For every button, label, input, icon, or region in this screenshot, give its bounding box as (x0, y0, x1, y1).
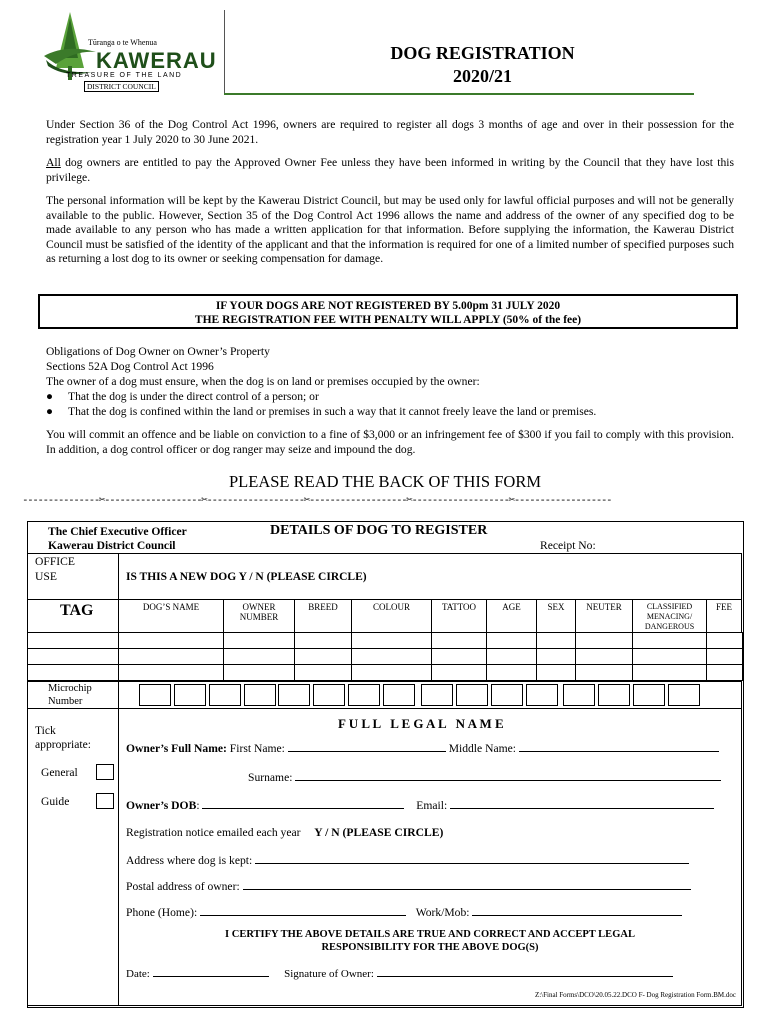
col-owner-number: OWNER NUMBER (223, 599, 295, 633)
signature-field[interactable] (377, 965, 673, 977)
header-divider (224, 10, 225, 94)
address-kept-label: Address where dog is kept: (126, 854, 253, 867)
guide-label: Guide (41, 795, 70, 808)
col-tattoo: TATTOO (431, 599, 487, 633)
logo-sub: DISTRICT COUNCIL (84, 81, 159, 92)
microchip-digit-box[interactable] (209, 684, 241, 706)
owners-full-name-label: Owner’s Full Name: (126, 742, 227, 755)
dog-table-cell[interactable] (486, 664, 537, 681)
dog-table-cell[interactable] (351, 632, 432, 649)
dog-table-cell[interactable] (575, 632, 633, 649)
dog-table-cell[interactable] (706, 664, 743, 681)
dog-table-cell[interactable] (118, 664, 224, 681)
col-neuter: NEUTER (575, 599, 633, 633)
dog-table-cell[interactable] (351, 664, 432, 681)
microchip-digit-box[interactable] (668, 684, 700, 706)
postal-address-label: Postal address of owner: (126, 880, 240, 893)
email-notice-row (126, 826, 443, 839)
col-breed: BREED (294, 599, 352, 633)
intro-paragraph: Under Section 36 of the Dog Control Act 1996, owners are required to register all dogs 3 months of age and over in their possession for the registration year 1 July 2020 to 30 June 2021. (46, 118, 734, 146)
microchip-digit-box[interactable] (244, 684, 276, 706)
phone-home-label: Phone (Home): (126, 906, 198, 919)
addressee-line-2: Kawerau District Council (48, 539, 176, 552)
dog-table-cell[interactable] (632, 632, 707, 649)
dog-table-cell[interactable] (536, 664, 576, 681)
email-notice-yn[interactable]: Y / N (PLEASE CIRCLE) (314, 826, 444, 839)
owner-fee-text: dog owners are entitled to pay the Approved Owner Fee unless they have been informed in writing by the Council that they have lost this privilege. (46, 156, 734, 184)
dob-email-row: Owner’s DOB: Email: (126, 797, 714, 812)
address-kept-row (126, 852, 689, 867)
signature-label: Signature of Owner: (284, 968, 374, 980)
first-name-field[interactable] (288, 740, 446, 752)
col-sex: SEX (536, 599, 576, 633)
file-path: Z:\Final Forms\DCO\20.05.22.DCO F- Dog Registration Form.BM.doc (534, 991, 736, 999)
obligations-intro: The owner of a dog must ensure, when the dog is on land or premises occupied by the owner: (46, 375, 480, 388)
bullet-item: ● That the dog is confined within the land or premises in such a way that it cannot freely leave the land or premises. (46, 405, 597, 418)
dog-table-cell[interactable] (351, 648, 432, 665)
dog-table-cell[interactable] (486, 648, 537, 665)
microchip-digit-box[interactable] (421, 684, 453, 706)
signature-row (126, 965, 673, 980)
microchip-digit-box[interactable] (278, 684, 310, 706)
phone-row (126, 904, 682, 919)
work-mob-label: Work/Mob: (415, 906, 470, 919)
tick-label-1: Tick (35, 724, 56, 737)
dog-table-cell[interactable] (431, 648, 487, 665)
microchip-digit-box[interactable] (563, 684, 595, 706)
surname-row (248, 769, 721, 784)
dog-table-cell[interactable] (575, 664, 633, 681)
tick-column (27, 708, 119, 1006)
bullet-item: ● That the dog is under the direct control of a person; or (46, 390, 319, 403)
microchip-digit-box[interactable] (174, 684, 206, 706)
work-mob-field[interactable] (472, 904, 682, 916)
all-underlined: All (46, 156, 61, 169)
dog-table-cell[interactable] (27, 664, 119, 681)
title-line-1: DOG REGISTRATION (390, 43, 575, 63)
dog-table-cell[interactable] (223, 648, 295, 665)
dog-table-cell[interactable] (431, 664, 487, 681)
surname-field[interactable] (295, 769, 721, 781)
owners-dob-label: Owner’s DOB (126, 799, 197, 812)
email-field[interactable] (450, 797, 714, 809)
email-notice-label: Registration notice emailed each year (126, 826, 301, 839)
postal-address-field[interactable] (243, 878, 691, 890)
email-label: Email: (416, 799, 448, 812)
dog-table-cell[interactable] (632, 664, 707, 681)
general-label: General (41, 766, 78, 779)
offence-paragraph: You will commit an offence and be liable on conviction to a fine of $3,000 or an infringement fee of $300 if you fail to comply with this provision. In addition, a dog control officer or dog ranger may seize and impound the dog. (46, 428, 734, 456)
dog-table-cell[interactable] (223, 664, 295, 681)
bullet-text: That the dog is under the direct control of a person; or (68, 390, 319, 403)
general-checkbox[interactable] (96, 764, 114, 780)
dog-table-cell[interactable] (706, 648, 743, 665)
dog-table-cell[interactable] (575, 648, 633, 665)
dog-table-cell[interactable] (27, 632, 119, 649)
banner-line-1: IF YOUR DOGS ARE NOT REGISTERED BY 5.00pm 31 JULY 2020 (215, 300, 561, 312)
microchip-digit-box[interactable] (139, 684, 171, 706)
council-logo (36, 8, 226, 96)
phone-home-field[interactable] (200, 904, 406, 916)
postal-address-row (126, 878, 691, 893)
cut-line: ---------------✂-------------------✂-------------------✂-------------------✂-------------------✂------------------- (22, 493, 612, 506)
banner-line-2: THE REGISTRATION FEE WITH PENALTY WILL APPLY (50% of the fee) (194, 314, 582, 326)
tag-label-text: TAG (60, 602, 94, 619)
col-fee: FEE (706, 599, 742, 633)
dog-table-cell[interactable] (536, 632, 576, 649)
dog-table-cell[interactable] (118, 648, 224, 665)
microchip-digit-box[interactable] (491, 684, 523, 706)
dog-table-cell[interactable] (294, 648, 352, 665)
dog-table-cell[interactable] (431, 632, 487, 649)
dog-table-cell[interactable] (294, 632, 352, 649)
obligations-section: Sections 52A Dog Control Act 1996 (46, 360, 214, 373)
col-colour: COLOUR (351, 599, 432, 633)
dog-table-cell[interactable] (632, 648, 707, 665)
full-name-row (126, 740, 719, 755)
read-back-notice: PLEASE READ THE BACK OF THIS FORM (228, 472, 542, 491)
microchip-digit-box[interactable] (526, 684, 558, 706)
form-heading: DETAILS OF DOG TO REGISTER (270, 523, 488, 538)
office-use-label-2: USE (35, 570, 57, 583)
certify-line-1: I CERTIFY THE ABOVE DETAILS ARE TRUE AND CORRECT AND ACCEPT LEGAL (225, 929, 635, 940)
title-line-2: 2020/21 (452, 66, 512, 86)
dog-table-cell[interactable] (706, 632, 743, 649)
logo-tagline-top: Tūranga o te Whenua (88, 38, 157, 47)
microchip-label-2: Number (48, 696, 83, 707)
office-use-label-1: OFFICE (35, 555, 75, 568)
obligations-heading: Obligations of Dog Owner on Owner’s Property (46, 345, 270, 358)
certify-line-2: RESPONSIBILITY FOR THE ABOVE DOG(S) (321, 942, 539, 953)
receipt-label: Receipt No: (540, 539, 596, 552)
microchip-digit-box[interactable] (313, 684, 345, 706)
dog-table-cell[interactable] (27, 648, 119, 665)
header-rule (224, 93, 694, 95)
logo-name: KAWERAU (96, 48, 217, 73)
microchip-digit-box[interactable] (598, 684, 630, 706)
bullet-text: That the dog is confined within the land or premises in such a way that it cannot freely leave the land or premises. (68, 405, 597, 418)
page-title (360, 42, 605, 88)
middle-name-label: Middle Name: (448, 742, 516, 755)
dog-table-cell[interactable] (223, 632, 295, 649)
logo-tagline-bottom: TREASURE OF THE LAND (66, 72, 183, 79)
microchip-label-1: Microchip (48, 683, 92, 694)
addressee-line-1: The Chief Executive Officer (48, 525, 187, 538)
dog-table-cell[interactable] (294, 664, 352, 681)
first-name-label: First Name: (229, 742, 285, 755)
surname-label: Surname: (248, 771, 293, 784)
microchip-digit-box[interactable] (383, 684, 415, 706)
dob-field[interactable] (202, 797, 404, 809)
tick-label-2: appropriate: (35, 738, 92, 751)
col-dog-name: DOG’S NAME (118, 599, 224, 633)
date-label: Date: (126, 968, 150, 980)
owner-fee-paragraph (46, 156, 734, 185)
middle-name-field[interactable] (519, 740, 719, 752)
dog-table-cell[interactable] (118, 632, 224, 649)
date-field[interactable] (153, 965, 269, 977)
full-legal-name-heading: F U L L L E G A L N A M E (338, 716, 504, 731)
new-dog-question[interactable]: IS THIS A NEW DOG Y / N (PLEASE CIRCLE) (126, 571, 367, 583)
address-kept-field[interactable] (255, 852, 689, 864)
col-age: AGE (486, 599, 537, 633)
microchip-digit-box[interactable] (456, 684, 488, 706)
dog-table-cell[interactable] (536, 648, 576, 665)
col-classified: CLASSIFIED MENACING/ DANGEROUS (632, 599, 707, 633)
penalty-banner (38, 294, 738, 329)
microchip-digit-box[interactable] (633, 684, 665, 706)
dog-table-cell[interactable] (486, 632, 537, 649)
guide-checkbox[interactable] (96, 793, 114, 809)
microchip-digit-box[interactable] (348, 684, 380, 706)
privacy-paragraph: The personal information will be kept by the Kawerau District Council, but may be used only for lawful official purposes and will not be generally available to the public. However, Section 35 of the Dog Control Act 1996 allows the name and address of the owner of any specified dog to be made available to any person who has made a written application for that information. Before supplying the information, the Kawerau District Council must be satisfied of the identity of the applicant and that the information is required for one of a limited number of specified purposes such as returning a lost dog to its owner or seeking compensation for damage. (46, 194, 734, 266)
